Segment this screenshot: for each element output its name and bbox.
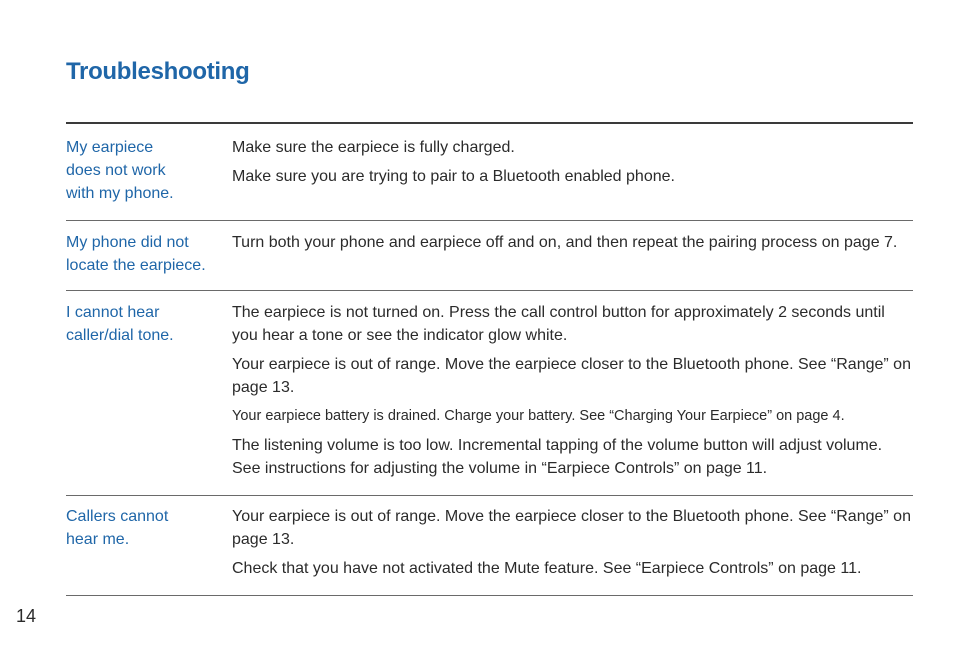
solution-text: Check that you have not activated the Mute feature. See “Earpiece Controls” on page 11. [232,560,862,577]
solution-text: Make sure you are trying to pair to a Bluetooth enabled phone. [232,168,675,185]
problem-label: My earpiece does not work with my phone. [66,139,174,202]
solution-text: Your earpiece is out of range. Move the earpiece closer to the Bluetooth phone. See “Range” on page 13. [232,356,911,396]
solution-text: Make sure the earpiece is fully charged. [232,139,515,156]
solution-text: The earpiece is not turned on. Press the call control button for approximately 2 seconds until you hear a tone or see the indicator glow white. [232,304,885,344]
solution-text: Your earpiece is out of range. Move the earpiece closer to the Bluetooth phone. See “Range” on page 13. [232,508,911,548]
table-row [66,124,913,221]
table-row [66,291,913,496]
solution-text: Your earpiece battery is drained. Charge your battery. See “Charging Your Earpiece” on page 4. [232,408,845,424]
solution-text: Turn both your phone and earpiece off and on, and then repeat the pairing process on page 7. [232,234,898,251]
problem-label: Callers cannot hear me. [66,508,169,548]
table-row [66,221,913,291]
solution-cell [232,505,913,580]
solution-cell [232,136,913,205]
table-row [66,496,913,596]
problem-label: My phone did not locate the earpiece. [66,234,206,274]
page-title: Troubleshooting [66,58,250,85]
solution-cell [232,301,913,480]
page-number: 14 [16,606,37,626]
problem-label: I cannot hear caller/dial tone. [66,304,174,344]
solution-text: The listening volume is too low. Incremental tapping of the volume button will adjust volume. See instructions for adjusting the volume in “Earpiece Controls” on page 11. [232,437,883,477]
troubleshooting-table [66,122,913,596]
solution-cell [232,231,913,277]
